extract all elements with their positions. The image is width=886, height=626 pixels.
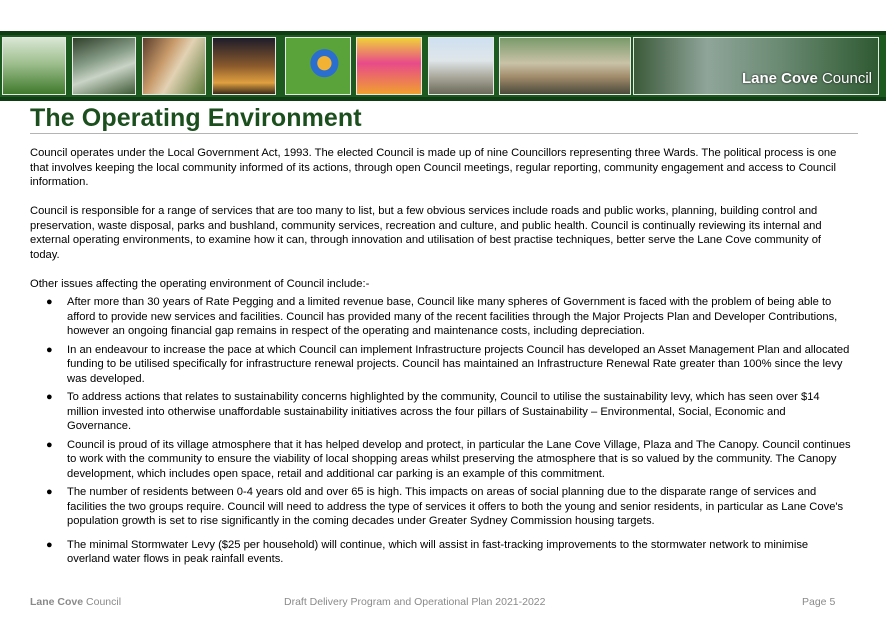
bullet-icon: ● (46, 438, 53, 451)
creek-photo (72, 37, 136, 95)
paragraph-issues-intro: Other issues affecting the operating environment of Council include:- (30, 277, 370, 290)
issues-list (30, 295, 852, 567)
footer-org-bold: Lane Cove (30, 596, 84, 608)
bullet-icon: ● (46, 343, 53, 356)
list-item (30, 485, 852, 529)
bullet-icon: ● (46, 538, 53, 551)
body-content (30, 146, 852, 571)
list-item-text: To address actions that relates to sustainability concerns highlighted by the community, Council to utilise the sustainability levy, which has seen over $14 million invested into otherwise unaffordable sustainability initiatives across the four pillars of Sustainability – Environmental, Social, Economic and Governance. (67, 391, 820, 432)
logo-bold-text: Lane Cove (741, 70, 818, 87)
list-item-text: The minimal Stormwater Levy ($25 per household) will continue, which will assist in fast-tracking improvements to the stormwater network to minimise overland water flows in peak rainfall events. (67, 538, 809, 565)
festival-photo (142, 37, 206, 95)
list-item (30, 390, 852, 434)
dancer-photo (356, 37, 422, 95)
night-market-photo (212, 37, 276, 95)
council-logo (742, 70, 872, 87)
bullet-icon: ● (46, 296, 53, 308)
page-title: The Operating Environment (30, 104, 362, 132)
paragraph-services: Council is responsible for a range of services that are too many to list, but a few obvious services include roads and public works, planning, building control and preservation, waste disposal, parks and bushland, community services, recreation and culture, and public health. Council is continually reviewing its internal and external operating environments, to examine how it can, through innovation and utilisation of best practise techniques, better serve the Lane Cove community of today. (30, 205, 822, 261)
page-number: Page 5 (802, 596, 836, 608)
list-item-text: Council is proud of its village atmosphere that it has helped develop and protect, in particular the Lane Cove Village, Plaza and The Canopy. Council continues to work with the community to ensure the viability of local shopping areas whilst preserving the atmosphere that is so valued by the community. The Canopy development, which includes open space, retail and additional car parking is an example of this commitment. (67, 438, 851, 480)
village-plaza-photo (499, 37, 631, 95)
footer-document-title: Draft Delivery Program and Operational Plan 2021-2022 (284, 596, 546, 608)
heritage-building-photo (428, 37, 494, 95)
list-item (30, 295, 852, 339)
footer-organisation (30, 596, 121, 608)
bullet-icon: ● (46, 391, 53, 403)
rainbow-lorikeet-photo (285, 37, 351, 95)
title-divider (30, 133, 858, 134)
list-item (30, 343, 852, 387)
parkland-photo (2, 37, 66, 95)
list-item-text: After more than 30 years of Rate Pegging and a limited revenue base, Council like many spheres of Government is faced with the problem of being able to afford to provide new services and facilities. Council has provided many of the recent facilities through the Major Projects Plan and Developer Contributions, however an ongoing financial gap remains in respect of the operating and maintenance costs, including depreciation. (67, 296, 838, 337)
footer-org-light: Council (86, 596, 122, 608)
header-banner (0, 31, 886, 101)
list-item (30, 438, 852, 482)
list-item (30, 538, 852, 567)
bullet-icon: ● (46, 486, 53, 498)
list-item-text: The number of residents between 0-4 years old and over 65 is high. This impacts on areas of social planning due to the disparate range of services and facilities the two groups require. Council will need to address the type of services it offers to both the young and senior residents, in particular as Lane Cove's population growth is set to rise significantly in the coming decades under Greater Sydney Commission housing targets. (67, 486, 844, 527)
paragraph-legislation: Council operates under the Local Government Act, 1993. The elected Council is made up of nine Councillors representing three Wards. The political process is one that involves keeping the local community informed of its actions, through open Council meetings, regular reporting, community engagement and access to Council information. (30, 147, 837, 188)
list-item-text: In an endeavour to increase the pace at which Council can implement Infrastructure projects Council has developed an Asset Management Plan and allocated funding to be utilised specifically for infrastructure renewal projects. Council has maintained an Infrastructure Renewal Rate greater than 100% since the levy was developed. (67, 343, 850, 385)
logo-light-text: Council (821, 70, 872, 87)
